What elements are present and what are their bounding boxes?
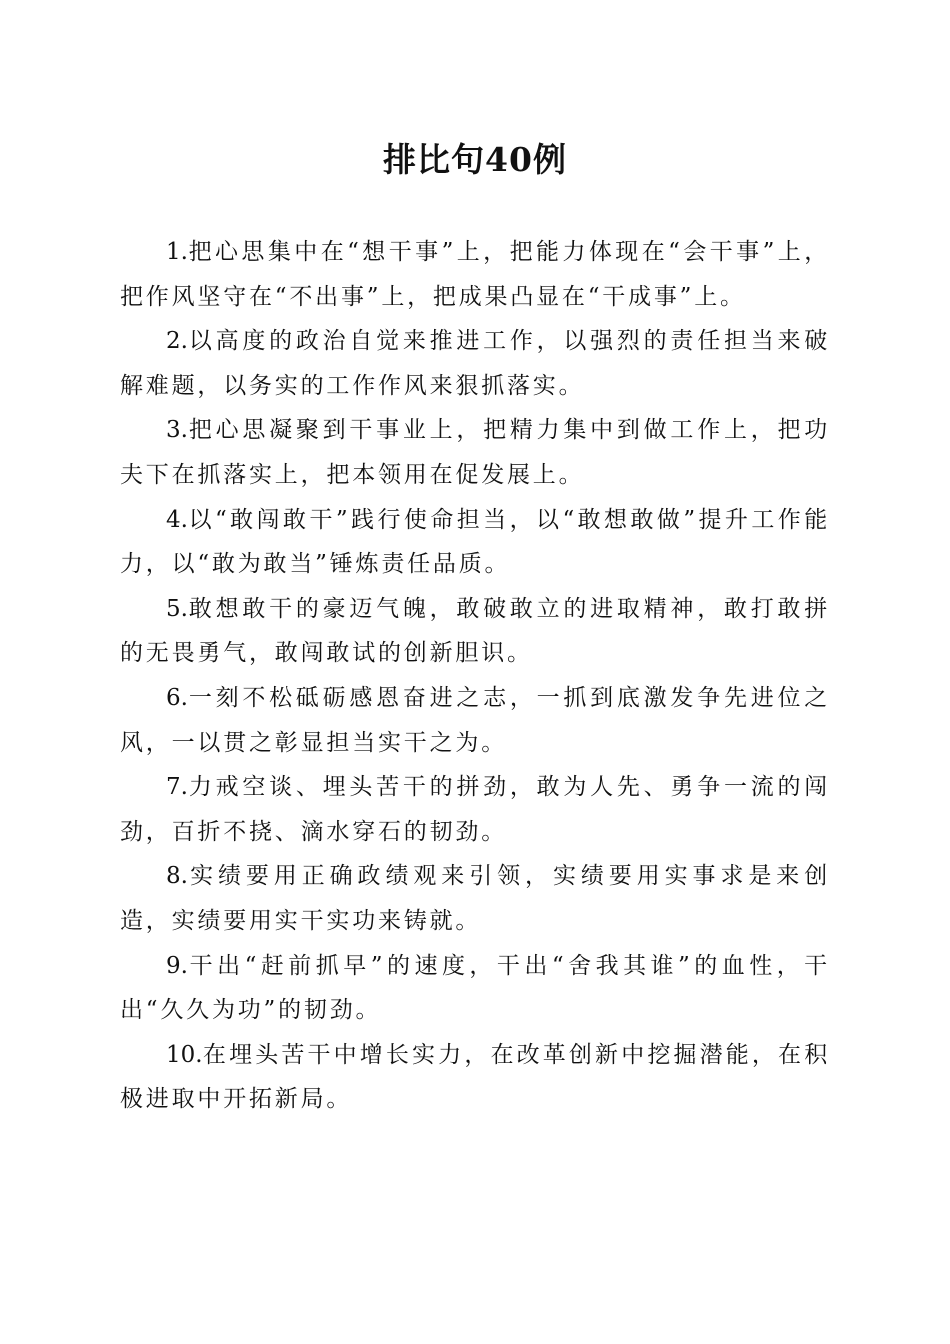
document-title: 排比句40例 bbox=[383, 140, 567, 179]
item-number: 10. bbox=[166, 1041, 203, 1068]
item-text: 把心思集中在“想干事”上，把能力体现在“会干事”上，把作风坚守在“不出事”上，把成果凸显在“干成事”上。 bbox=[120, 239, 830, 310]
item-text: 干出“赶前抓早”的速度，干出“舍我其谁”的血性，干出“久久为功”的韧劲。 bbox=[120, 952, 830, 1024]
list-item bbox=[120, 1033, 830, 1122]
item-number: 8. bbox=[166, 863, 188, 890]
item-text: 实绩要用正确政绩观来引领，实绩要用实事求是来创造，实绩要用实干实功来铸就。 bbox=[120, 863, 830, 934]
item-text: 在埋头苦干中增长实力，在改革创新中挖掘潜能，在积极进取中开拓新局。 bbox=[120, 1041, 830, 1113]
item-number: 9. bbox=[166, 952, 188, 979]
item-number: 6. bbox=[166, 684, 188, 711]
item-text: 敢想敢干的豪迈气魄，敢破敢立的进取精神，敢打敢拼的无畏勇气，敢闯敢试的创新胆识。 bbox=[120, 595, 830, 667]
list-item bbox=[120, 319, 830, 408]
item-number: 1. bbox=[166, 239, 188, 265]
item-number: 5. bbox=[166, 595, 188, 622]
item-number: 3. bbox=[166, 417, 188, 444]
list-item bbox=[120, 765, 830, 854]
item-text: 以高度的政治自觉来推进工作，以强烈的责任担当来破解难题，以务实的工作作风来狠抓落实。 bbox=[120, 328, 830, 399]
list-item bbox=[120, 587, 830, 676]
list-item bbox=[120, 676, 830, 765]
item-text: 把心思凝聚到干事业上，把精力集中到做工作上，把功夫下在抓落实上，把本领用在促发展上。 bbox=[120, 417, 830, 488]
item-text: 力戒空谈、埋头苦干的拼劲，敢为人先、勇争一流的闯劲，百折不挠、滴水穿石的韧劲。 bbox=[120, 774, 830, 845]
item-text: 以“敢闯敢干”践行使命担当，以“敢想敢做”提升工作能力，以“敢为敢当”锤炼责任品质。 bbox=[120, 506, 830, 578]
list-item bbox=[120, 944, 830, 1033]
list-item bbox=[120, 408, 830, 497]
list-item bbox=[120, 854, 830, 943]
item-number: 7. bbox=[166, 774, 188, 801]
list-item bbox=[120, 230, 830, 319]
document-body bbox=[120, 230, 830, 1122]
list-item bbox=[120, 498, 830, 587]
item-number: 2. bbox=[166, 328, 188, 355]
item-text: 一刻不松砥砺感恩奋进之志，一抓到底激发争先进位之风，一以贯之彰显担当实干之为。 bbox=[120, 684, 830, 756]
item-number: 4. bbox=[166, 506, 188, 533]
